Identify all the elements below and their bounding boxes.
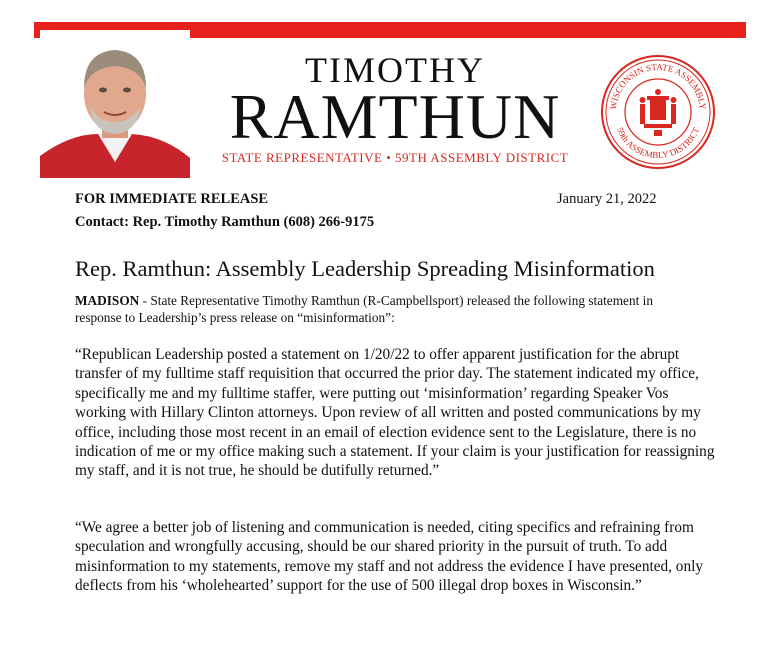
seal-bottom-text: 59th ASSEMBLY DISTRICT — [614, 125, 702, 161]
last-name: RAMTHUN — [229, 81, 561, 152]
representative-portrait — [40, 30, 190, 178]
statement-paragraph-1: “Republican Leadership posted a statement on 1/20/22 to offer apparent justification for the abrupt transfer of my fulltime staff requisition that occurred the prior day. The statement indicated my office, specifically me and my fulltime staffer, were putting out ‘misinformation’ regarding Speaker Vos working with Hillary Clinton attorneys. Upon review of all written and posted communications by my office, including those most recent in an email of election evidence sent to the Legislature, there is no indication of me or my office making such a statement. If your claim is your justification for reassigning my staff, and it is not true, he should be dutifully returned.” — [75, 346, 715, 480]
name-block — [205, 52, 585, 166]
release-date: January 21, 2022 — [557, 191, 657, 207]
dateline — [75, 292, 695, 326]
first-name: TIMOTHY — [305, 50, 485, 90]
wisconsin-assembly-seal — [600, 54, 716, 170]
contact-line: Contact: Rep. Timothy Ramthun (608) 266-9175 — [75, 214, 375, 230]
dateline-text: - State Representative Timothy Ramthun (R-Campbellsport) released the following statement in response to Leadership’s press release on “misinformation”: — [75, 293, 653, 325]
headline: Rep. Ramthun: Assembly Leadership Spreading Misinformation — [75, 256, 655, 281]
dateline-place: MADISON — [75, 293, 140, 308]
title-subtitle: STATE REPRESENTATIVE • 59TH ASSEMBLY DISTRICT — [221, 150, 569, 165]
statement-paragraph-2: “We agree a better job of listening and communication is needed, citing specifics and refraining from speculation and wrongfully accusing, should be our shared priority in the pursuit of truth. To add misinformation to my statements, remove my staff and not address the evidence I have presented, only deflects from his ‘wholehearted’ support for the use of 500 illegal drop boxes in Wisconsin.” — [75, 519, 703, 595]
seal-top-text: WISCONSIN STATE ASSEMBLY — [607, 61, 709, 111]
release-label: FOR IMMEDIATE RELEASE — [75, 191, 269, 207]
